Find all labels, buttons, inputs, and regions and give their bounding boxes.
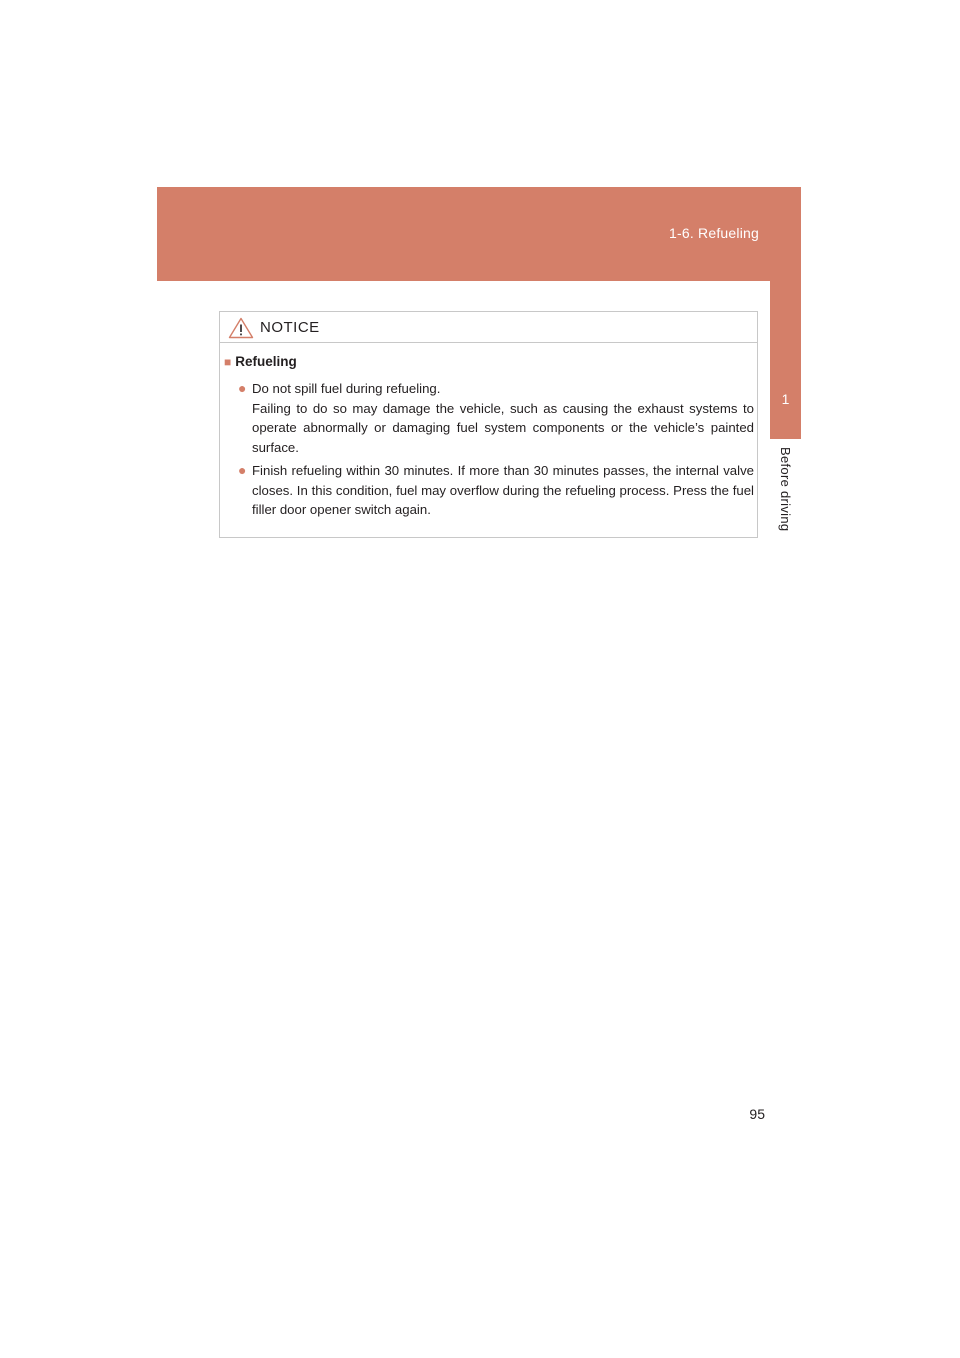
notice-header	[220, 312, 757, 343]
list-item	[238, 461, 754, 520]
bullet-text	[252, 379, 754, 457]
subsection-heading	[224, 354, 297, 369]
bullet-continued-text: Failing to do so may damage the vehicle, such as causing the exhaust systems to operate abnormally or damaging fuel system components or the vehicle’s painted surface.	[252, 400, 754, 455]
chapter-number: 1	[781, 391, 790, 407]
section-header-band	[157, 187, 801, 281]
chapter-label: Before driving	[778, 447, 793, 532]
chapter-tab	[770, 281, 801, 439]
subsection-title: Refueling	[235, 354, 297, 369]
section-title: 1-6. Refueling	[669, 225, 759, 241]
notice-title: NOTICE	[260, 319, 320, 336]
square-bullet-icon: ■	[224, 355, 232, 369]
notice-box	[219, 311, 758, 538]
circle-bullet-icon: ●	[238, 462, 247, 478]
circle-bullet-icon: ●	[238, 380, 247, 396]
bullet-text: Finish refueling within 30 minutes. If more than 30 minutes passes, the internal valve closes. In this condition, fuel may overflow during the refueling process. Press the fuel filler door opener switch again.	[252, 463, 754, 517]
warning-triangle-icon	[228, 317, 254, 339]
page-number: 95	[749, 1106, 765, 1122]
bullet-lead-text: Do not spill fuel during refueling.	[252, 381, 441, 396]
list-item	[238, 379, 754, 457]
